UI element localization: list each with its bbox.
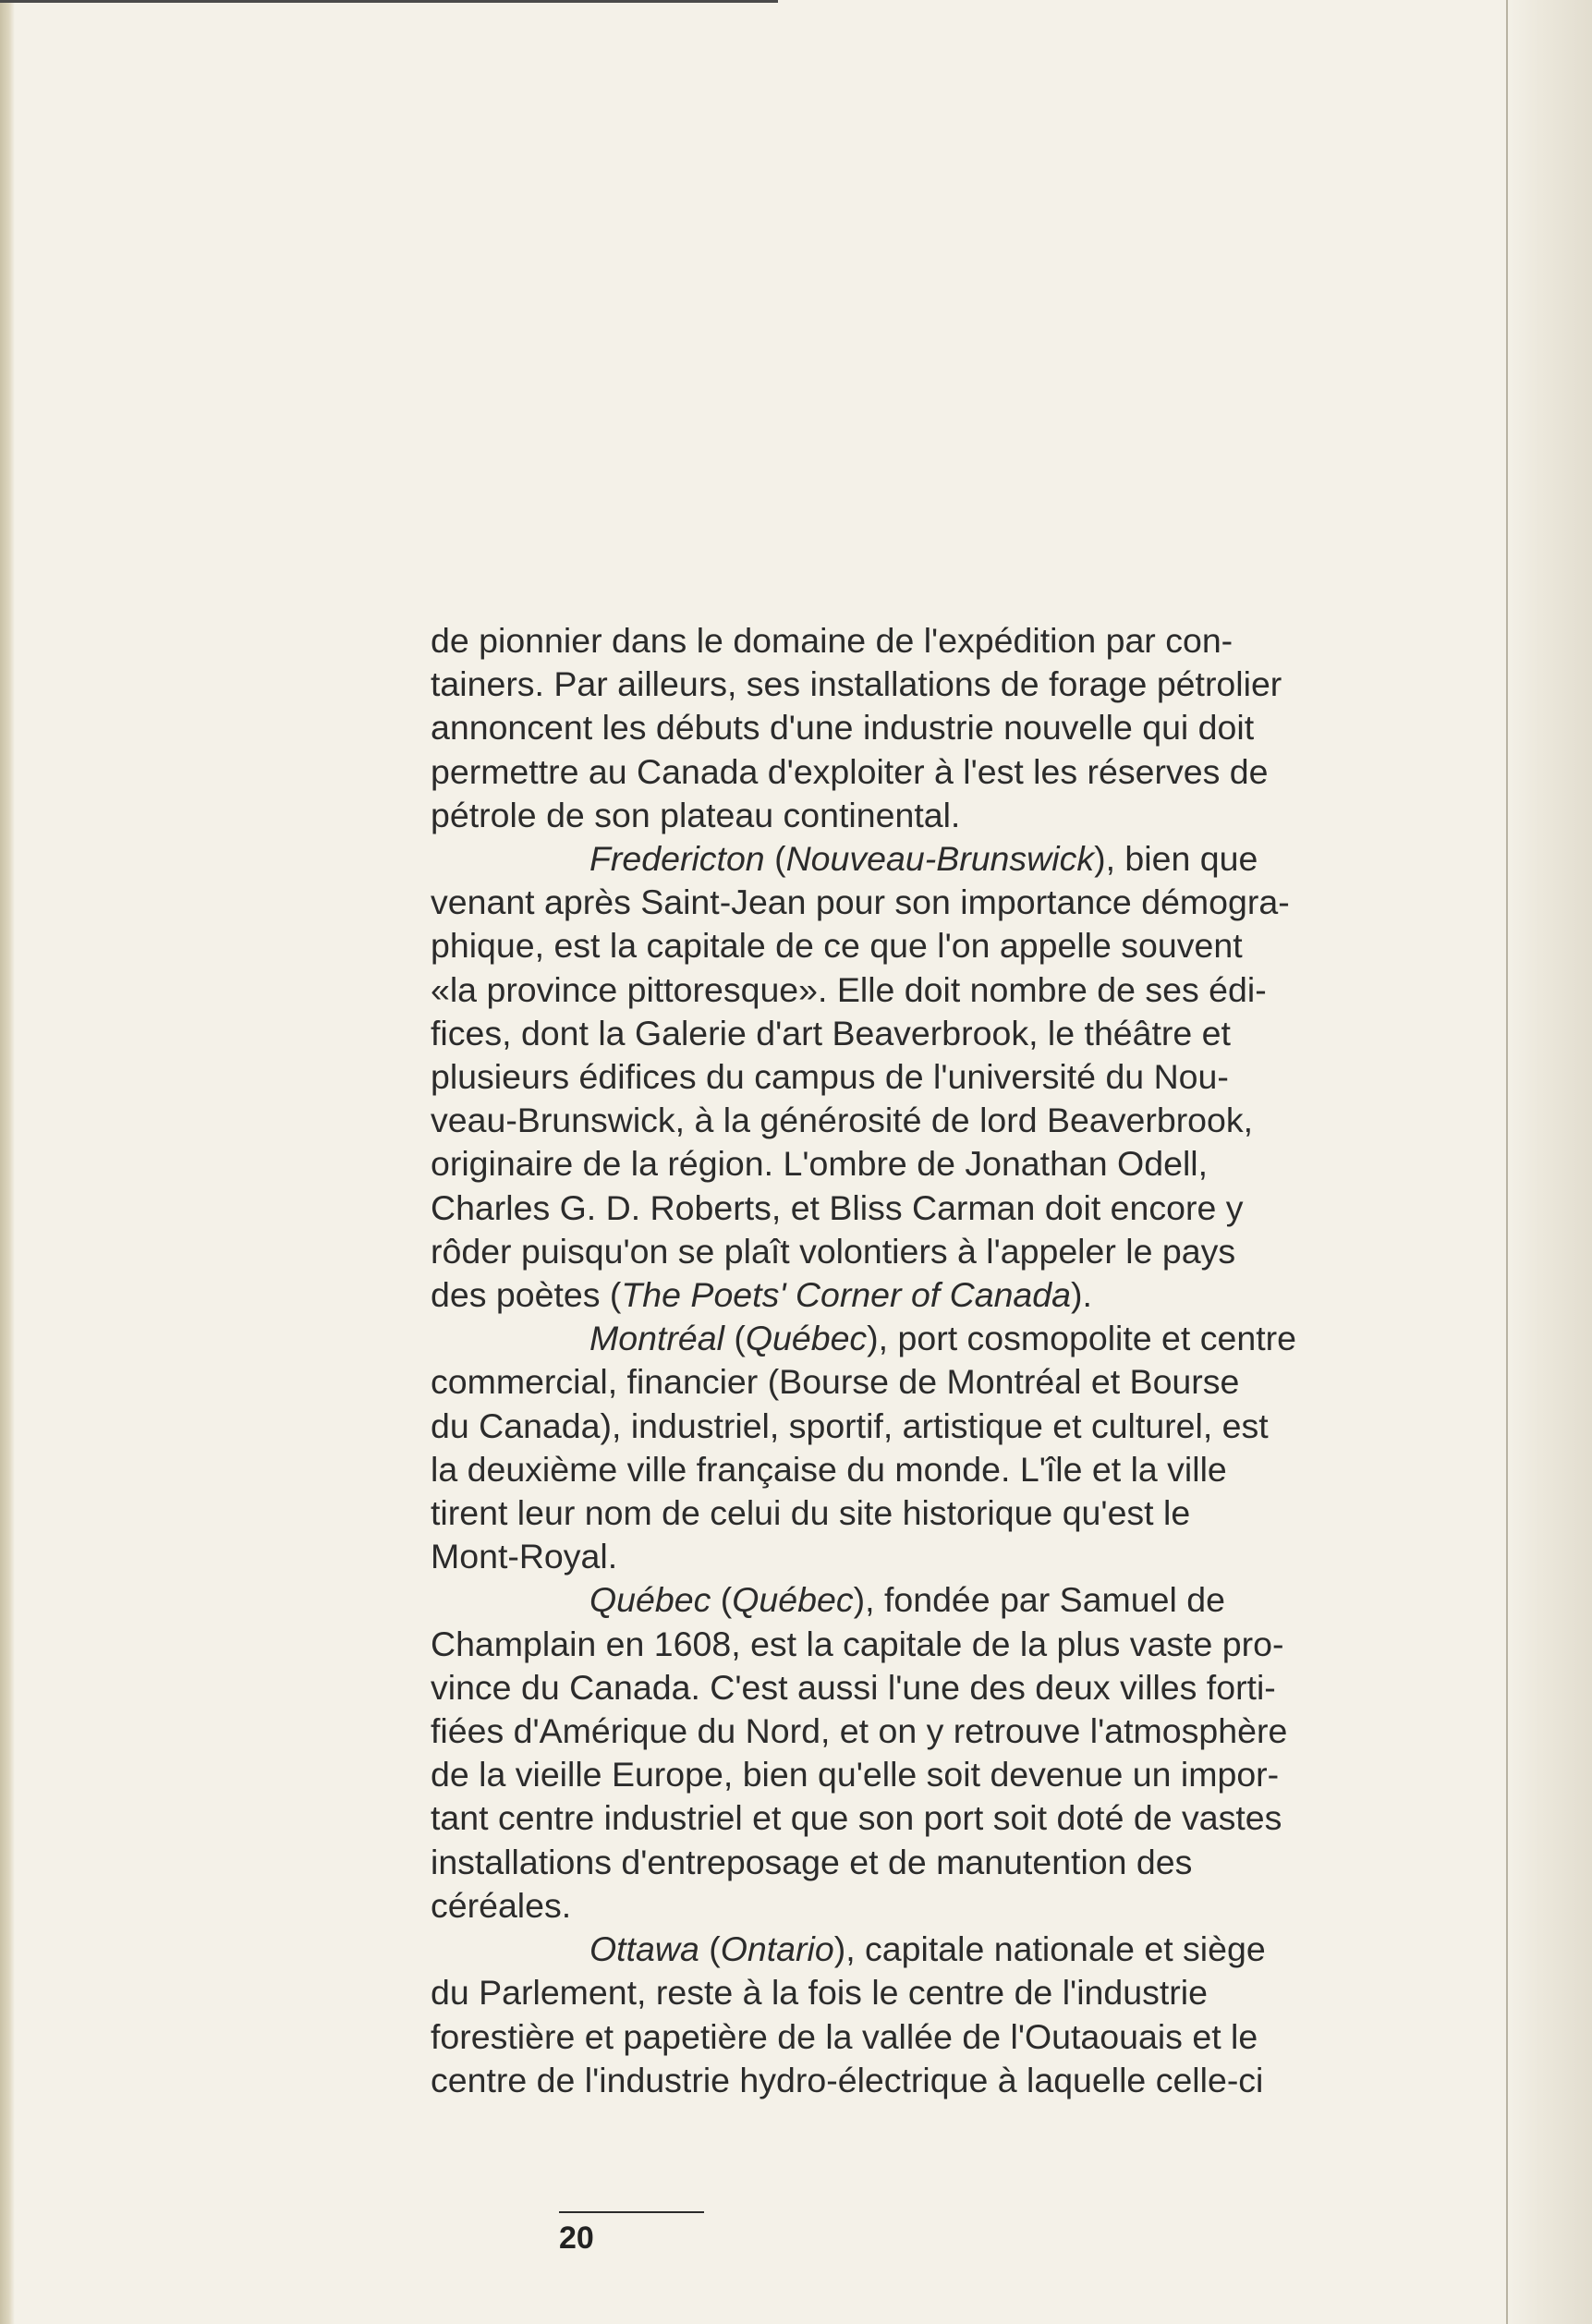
city-name: Fredericton xyxy=(589,839,765,879)
text-line: du Canada), industriel, sportif, artistique et culturel, est xyxy=(431,1405,1269,1445)
text-line: de pionnier dans le domaine de l'expédition par con- xyxy=(431,621,1233,660)
paragraph-montreal-first-line: Montréal (Québec), port cosmopolite et centre xyxy=(589,1319,1296,1358)
province-name: Ontario xyxy=(720,1929,834,1969)
paragraph-fredericton-first-line: Fredericton (Nouveau-Brunswick), bien que xyxy=(589,839,1258,879)
text-line: fices, dont la Galerie d'art Beaverbrook, le théâtre et xyxy=(431,1013,1231,1052)
text-line: du Parlement, reste à la fois le centre de l'industrie xyxy=(431,1973,1208,2013)
page-number-rule xyxy=(559,2211,704,2213)
paragraph-ottawa-first-line: Ottawa (Ontario), capitale nationale et siège xyxy=(589,1929,1266,1969)
paragraph-quebec-first-line: Québec (Québec), fondée par Samuel de xyxy=(589,1580,1225,1620)
page-number: 20 xyxy=(559,2221,594,2256)
text-line: venant après Saint-Jean pour son importance démogra- xyxy=(431,882,1290,922)
text-line: commercial, financier (Bourse de Montréal et Bourse xyxy=(431,1362,1240,1402)
text-line: installations d'entreposage et de manutention des xyxy=(431,1842,1193,1881)
text-line: la deuxième ville française du monde. L'île et la ville xyxy=(431,1449,1227,1489)
province-name: Québec xyxy=(732,1580,854,1620)
text-line: tainers. Par ailleurs, ses installations de forage pétrolier xyxy=(431,664,1282,704)
page-binding-edge xyxy=(0,0,15,2324)
paragraph-fredericton-last-line xyxy=(431,1273,1364,1317)
page-fold-line xyxy=(1506,0,1508,2324)
text-line: pétrole de son plateau continental. xyxy=(431,795,961,834)
text-line: tirent leur nom de celui du site historique qu'est le xyxy=(431,1493,1191,1533)
province-name: Québec xyxy=(745,1319,868,1358)
text-line: centre de l'industrie hydro-électrique à laquelle celle-ci xyxy=(431,2060,1264,2099)
city-name: Ottawa xyxy=(589,1929,699,1969)
text-fragment: des poètes ( xyxy=(431,1275,622,1315)
text-line: Mont-Royal. xyxy=(431,1537,618,1576)
text-line: fiées d'Amérique du Nord, et on y retrouve l'atmosphère xyxy=(431,1711,1288,1751)
text-line: forestière et papetière de la vallée de l'Outaouais et le xyxy=(431,2016,1258,2056)
text-fragment: , port cosmopolite et centre xyxy=(878,1319,1296,1358)
body-text xyxy=(431,619,1364,2102)
text-line: Charles G. D. Roberts, et Bliss Carman doit encore y xyxy=(431,1187,1244,1227)
text-fragment: , fondée par Samuel de xyxy=(865,1580,1225,1620)
text-fragment: , capitale nationale et siège xyxy=(845,1929,1266,1969)
text-fragment: ). xyxy=(1071,1275,1092,1315)
city-name: Québec xyxy=(589,1580,711,1620)
text-line: Champlain en 1608, est la capitale de la plus vaste pro- xyxy=(431,1624,1284,1663)
top-rule xyxy=(0,0,778,3)
text-line: phique, est la capitale de ce que l'on appelle souvent xyxy=(431,926,1243,966)
text-line: annoncent les débuts d'une industrie nouvelle qui doit xyxy=(431,708,1255,748)
province-name: Nouveau-Brunswick xyxy=(785,839,1095,879)
text-line: céréales. xyxy=(431,1885,572,1925)
text-line: vince du Canada. C'est aussi l'une des deux villes forti- xyxy=(431,1667,1276,1707)
text-line: tant centre industriel et que son port soit doté de vastes xyxy=(431,1798,1282,1838)
text-line: plusieurs édifices du campus de l'université du Nou- xyxy=(431,1057,1229,1097)
text-line: de la vieille Europe, bien qu'elle soit devenue un impor- xyxy=(431,1755,1280,1795)
text-line: rôder puisqu'on se plaît volontiers à l'appeler le pays xyxy=(431,1231,1236,1271)
city-name: Montréal xyxy=(589,1319,724,1358)
page-right-edge xyxy=(1505,0,1592,2324)
text-fragment: , bien que xyxy=(1105,839,1258,879)
text-line: permettre au Canada d'exploiter à l'est les réserves de xyxy=(431,751,1269,791)
text-line: veau-Brunswick, à la générosité de lord Beaverbrook, xyxy=(431,1101,1254,1140)
text-line: originaire de la région. L'ombre de Jonathan Odell, xyxy=(431,1144,1209,1184)
text-line: «la province pittoresque». Elle doit nombre de ses édi- xyxy=(431,969,1267,1009)
italic-title: The Poets' Corner of Canada xyxy=(621,1275,1071,1315)
